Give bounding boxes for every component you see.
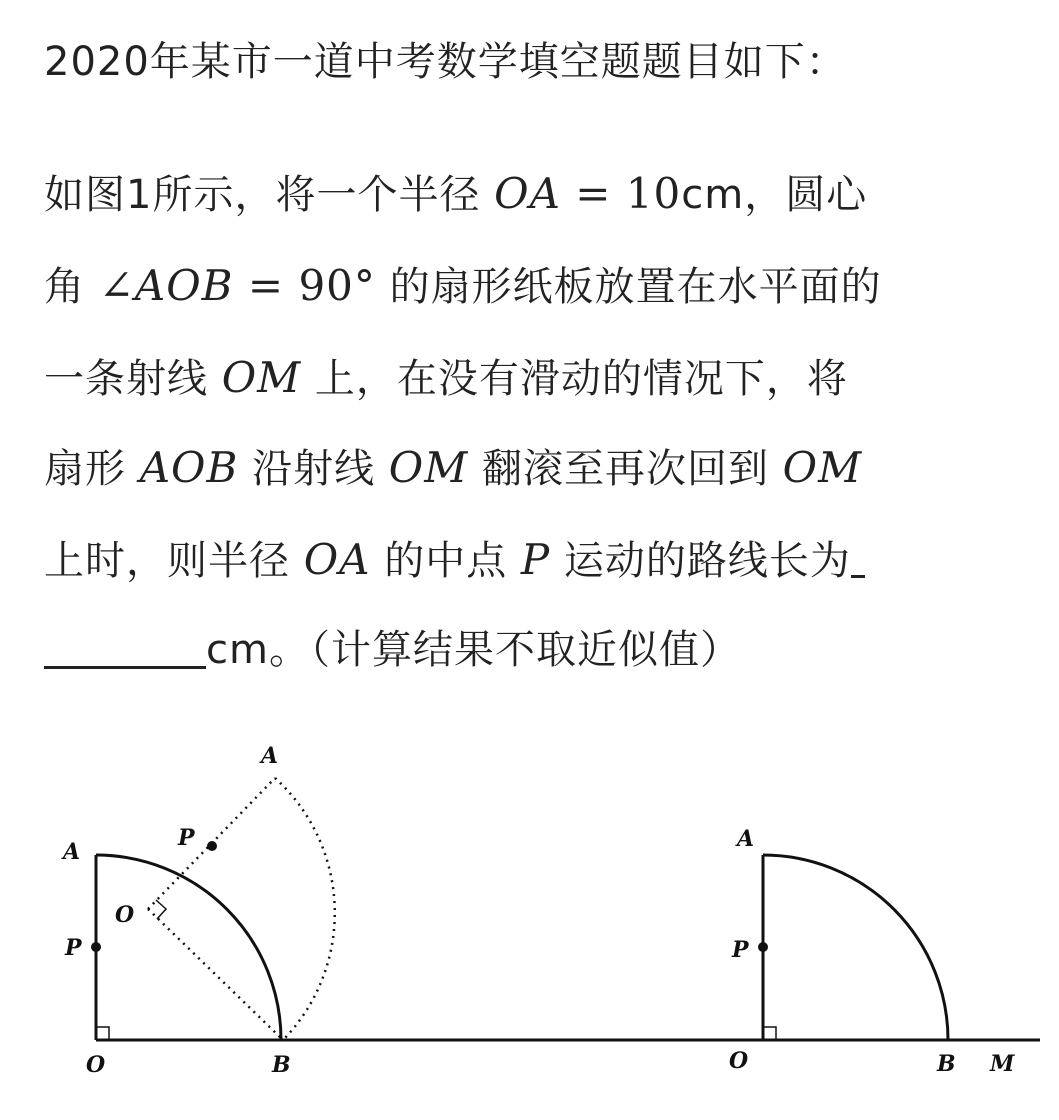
math: = 90°: [233, 261, 376, 310]
math: OA: [494, 169, 561, 218]
problem-line-3: [44, 354, 848, 403]
label-O3: O: [729, 1048, 749, 1074]
dotted-arc: [275, 778, 335, 1040]
right-angle-mark-1: [96, 1027, 109, 1040]
arc-AB-3: [763, 855, 948, 1040]
text: 的中点: [370, 538, 521, 584]
label-P2: P: [178, 825, 195, 851]
right-angle-mark-rotated: [156, 900, 166, 919]
answer-blank: [44, 630, 206, 669]
problem-line-2: [44, 262, 882, 311]
point-P-2: [207, 841, 217, 851]
text: 沿射线: [238, 446, 389, 492]
text: 上时，则半径: [44, 538, 304, 584]
text: ，圆心: [744, 172, 868, 218]
math: OM: [782, 443, 863, 492]
problem-line-6: [44, 626, 741, 674]
label-P3: P: [732, 937, 749, 963]
text: 角: [44, 264, 99, 310]
right-angle-mark-3: [763, 1027, 776, 1040]
text: 的扇形纸板放置在水平面的: [375, 264, 882, 310]
text: 运动的路线长为: [550, 538, 851, 584]
label-A3: A: [737, 826, 755, 852]
text: cm。（计算结果不取近似值）: [206, 627, 741, 673]
problem-line-5: [44, 536, 865, 585]
label-A2: A: [261, 743, 279, 769]
heading-text: 2020年某市一道中考数学填空题题目如下：: [44, 39, 847, 85]
point-P-3: [758, 942, 768, 952]
dotted-radius-OB: [148, 909, 283, 1040]
math: AOB: [139, 443, 239, 492]
label-O2: O: [115, 902, 135, 928]
label-B1: B: [272, 1052, 291, 1078]
figure-1: [0, 735, 1059, 1110]
text: 如图1所示，将一个半径: [44, 172, 495, 218]
math: ∠AOB: [98, 261, 234, 310]
label-P1: P: [65, 935, 82, 961]
heading: [44, 38, 847, 86]
math: P: [520, 535, 551, 584]
point-P-1: [91, 942, 101, 952]
label-A1: A: [63, 839, 81, 865]
label-M: M: [990, 1051, 1015, 1077]
math: = 10: [560, 169, 682, 218]
answer-blank-start: [851, 539, 865, 578]
text: 上，在没有滑动的情况下，将: [301, 356, 848, 402]
text: cm: [681, 172, 745, 218]
text: 扇形: [44, 446, 140, 492]
math: OA: [303, 535, 371, 584]
label-O1: O: [86, 1052, 106, 1078]
text: 翻滚至再次回到: [468, 446, 783, 492]
math: OM: [388, 443, 469, 492]
problem-line-4: [44, 444, 862, 493]
label-B3: B: [937, 1051, 956, 1077]
problem-line-1: [44, 170, 867, 219]
text: 一条射线: [44, 356, 222, 402]
math: OM: [221, 353, 302, 402]
